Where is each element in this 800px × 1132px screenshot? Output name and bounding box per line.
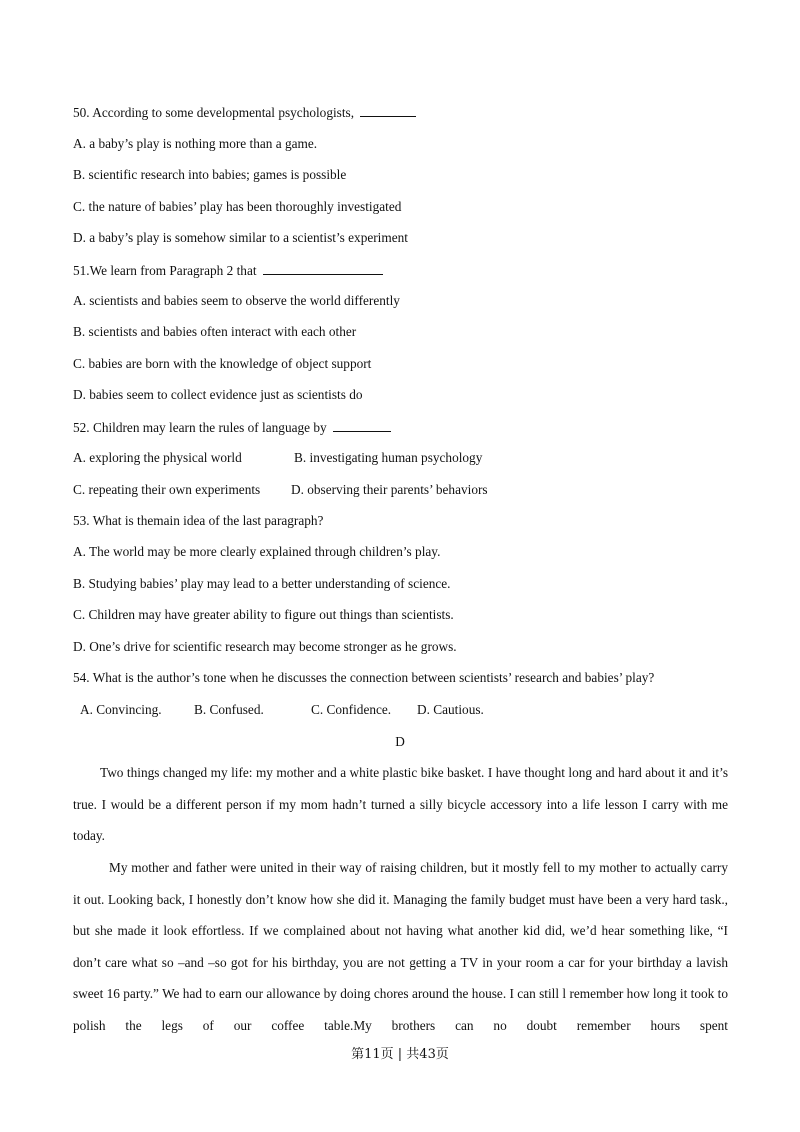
question-53-option-a: A. The world may be more clearly explained through children’s play.: [73, 544, 441, 559]
question-51-option-b: B. scientists and babies often interact with each other: [73, 324, 357, 339]
question-54-option-a: A. Convincing.: [80, 702, 162, 717]
question-52-option-b: B. investigating human psychology: [294, 450, 483, 465]
question-54-option-c: C. Confidence.: [311, 702, 392, 717]
question-53-option-c: C. Children may have greater ability to figure out things than scientists.: [73, 607, 454, 622]
question-51-option-d: D. babies seem to collect evidence just as scientists do: [73, 387, 363, 402]
question-50-option-a: A. a baby’s play is nothing more than a game.: [73, 136, 318, 151]
question-50-option-c: C. the nature of babies’ play has been thoroughly investigated: [73, 199, 402, 214]
question-54-option-d: D. Cautious.: [417, 702, 484, 717]
question-52-option-d: D. observing their parents’ behaviors: [291, 482, 488, 497]
passage-paragraph-1: Two things changed my life: my mother and a white plastic bike basket. I have thought long and hard about it and it’s true. I would be a different person if my mom hadn’t turned a silly bicycle accessory into a life lesson I carry with me today.: [73, 765, 728, 843]
question-52-stem: [73, 419, 391, 436]
question-54-stem: 54. What is the author’s tone when he discusses the connection between scientists’ research and babies’ play?: [73, 670, 655, 685]
question-50-option-b: B. scientific research into babies; games is possible: [73, 167, 347, 182]
section-heading: D: [395, 734, 405, 749]
question-52-option-a: A. exploring the physical world: [73, 450, 242, 465]
question-50-option-d: D. a baby’s play is somehow similar to a scientist’s experiment: [73, 230, 408, 245]
question-51-option-a: A. scientists and babies seem to observe the world differently: [73, 293, 400, 308]
passage-paragraph-2: My mother and father were united in their way of raising children, but it mostly fell to my mother to actually carry it out. Looking back, I honestly don’t know how she did it. Managing the family budget must have been a very hard task., but she made it look effortless. If we complained about not having what another kid did, we’d hear something like, “I don’t care what so –and –so got for his birthday, you are not getting a TV in your room a car for your birthday a lavish sweet 16 party.” We had to earn our allowance by doing chores around the house. I can still l remember how long it took to polish the legs of our coffee table.My brothers can no doubt remember hours spent: [73, 860, 728, 1033]
answer-blank: [263, 262, 383, 275]
page-number-footer: 第11页 | 共43页: [351, 1047, 449, 1062]
answer-blank: [360, 104, 416, 117]
question-52-stem-text: 52. Children may learn the rules of language by: [73, 420, 327, 435]
question-51-option-c: C. babies are born with the knowledge of object support: [73, 356, 372, 371]
question-53-stem: 53. What is themain idea of the last paragraph?: [73, 513, 324, 528]
question-53-option-b: B. Studying babies’ play may lead to a better understanding of science.: [73, 576, 451, 591]
question-50-stem: [73, 104, 416, 121]
question-52-option-c: C. repeating their own experiments: [73, 482, 261, 497]
question-51-stem: [73, 262, 383, 279]
question-54-option-b: B. Confused.: [194, 702, 264, 717]
question-51-stem-text: 51.We learn from Paragraph 2 that: [73, 263, 257, 278]
answer-blank: [333, 419, 391, 432]
question-53-option-d: D. One’s drive for scientific research may become stronger as he grows.: [73, 639, 457, 654]
question-50-stem-text: 50. According to some developmental psychologists,: [73, 105, 355, 120]
